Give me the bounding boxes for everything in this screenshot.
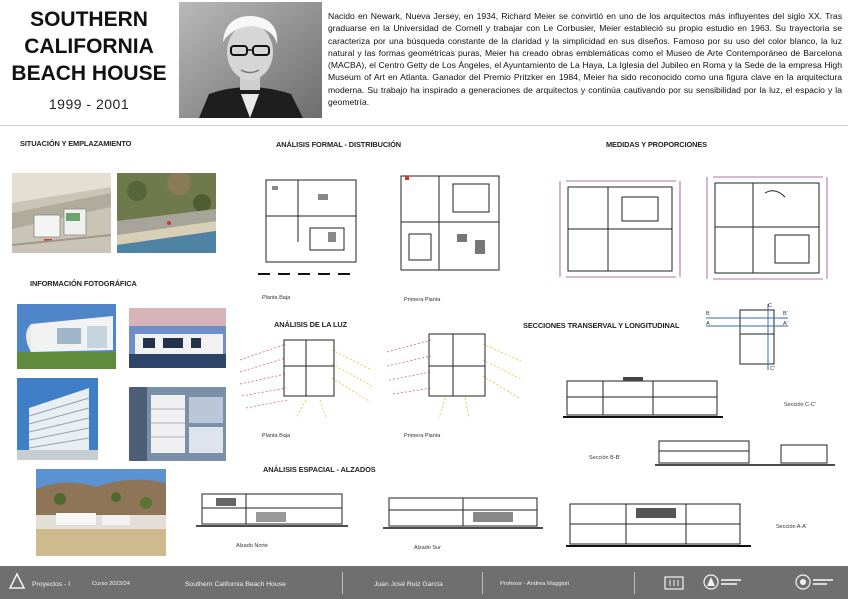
section-medidas: MEDIDAS Y PROPORCIONES [606,140,708,149]
measured-plan-2 [705,173,830,283]
university-logo-icon [664,575,684,591]
header-divider [0,125,848,126]
caption-seccion-bb: Sección B-B' [589,455,621,461]
department-logo-icon [795,573,835,591]
mark-c: C [768,303,772,309]
section-alzados: ANÁLISIS ESPACIAL - ALZADOS [263,465,376,474]
footer-author: Juan José Ruiz García [374,581,443,588]
footer-course: Curso 2023/24 [92,581,131,587]
section-situacion: SITUACIÓN Y EMPLAZAMIENTO [20,139,132,148]
footer-work-title: Southern California Beach House [185,581,286,588]
section-bb-drawing [655,437,835,469]
section-aa-drawing [566,494,751,552]
elevation-south-drawing [383,490,543,532]
caption-primera-planta-luz: Primera Planta [404,433,441,439]
section-analisis-formal: ANÁLISIS FORMAL - DISTRIBUCIÓN [276,140,401,149]
mark-a: A [706,321,710,327]
footer-separator-2 [482,572,483,594]
caption-seccion-aa: Sección A-A' [776,524,808,530]
site-aerial-photo [12,173,111,253]
caption-alzado-norte: Alzado Norte [236,543,268,549]
title-line-1: SOUTHERN [30,8,148,31]
section-info-foto: INFORMACIÓN FOTOGRÁFICA [30,279,137,288]
school-logo-icon [8,572,26,590]
elevation-north-drawing [196,486,348,530]
exterior-photo-3 [17,378,98,460]
title-line-2: CALIFORNIA [24,35,154,58]
plan-first-floor [395,170,505,278]
measured-plan-1 [558,177,683,281]
mark-a-prime: A' [783,321,788,327]
project-years: 1999 - 2001 [48,96,130,112]
section-cc-drawing [563,373,723,423]
light-plan-ground [236,330,376,420]
light-plan-first [385,328,525,420]
exterior-photo-2 [129,308,226,368]
footer-separator-1 [342,572,343,594]
interior-photo [129,387,226,461]
title-line-3: BEACH HOUSE [11,62,167,85]
mark-b-prime: B' [783,311,788,317]
site-satellite-photo [117,173,216,253]
caption-alzado-sur: Alzado Sur [414,545,441,551]
caption-primera-planta: Primera Planta [404,297,441,303]
plan-ground-floor [258,172,368,277]
footer-bar [0,566,848,599]
footer-professor: Profesor - Andrea Maggiori [500,581,570,587]
caption-planta-baja-luz: Planta Baja [262,433,291,439]
section-analisis-luz: ANÁLISIS DE LA LUZ [274,320,348,329]
section-secciones: SECCIONES TRANSERVAL Y LONGITUDINAL [523,321,680,330]
mark-c-prime: C' [770,366,776,372]
architect-portrait [179,2,322,118]
footer-separator-3 [634,572,635,594]
mark-b: B [706,311,710,317]
caption-seccion-cc: Sección C-C' [784,402,816,408]
caption-planta-baja: Planta Baja [262,295,291,301]
poster-title [4,6,174,87]
beach-view-photo [36,469,166,556]
exterior-photo-1 [17,304,116,369]
architect-biography: Nacido en Newark, Nueva Jersey, en 1934, Richard Meier se convirtió en uno de los arquitectos más influyentes del siglo XX. Tras graduarse en la Universidad de Cornell y trabajar con Le Corbusier, Meier estableció su propio estudio en 1963. Su trayectoria se caracteriza por una búsqueda constante de la claridad y la simplicidad en sus diseños. Famoso por su uso del color blanco, la luz natural y las formas geométricas puras, Meier ha creado obras emblemáticas como el Museo de Arte Contemporáneo de Barcelona (MACBA), el Centro Getty de Los Ángeles, el Ayuntamiento de La Haya, La Iglesia del Jubileo en Roma y la Sede de la empresa High Museum of Art en Atlanta. Ganador del Premio Pritzker en 1984, Meier ha sido reconocido como una figura clave en la arquitectura moderna. Su trabajo ha inspirado a generaciones de arquitectos y continúa cautivando por su sensibilidad por la luz, el espacio y la geometría. [328,11,842,108]
faculty-logo-icon [703,573,743,591]
footer-project: Proyectos - I [32,581,71,588]
